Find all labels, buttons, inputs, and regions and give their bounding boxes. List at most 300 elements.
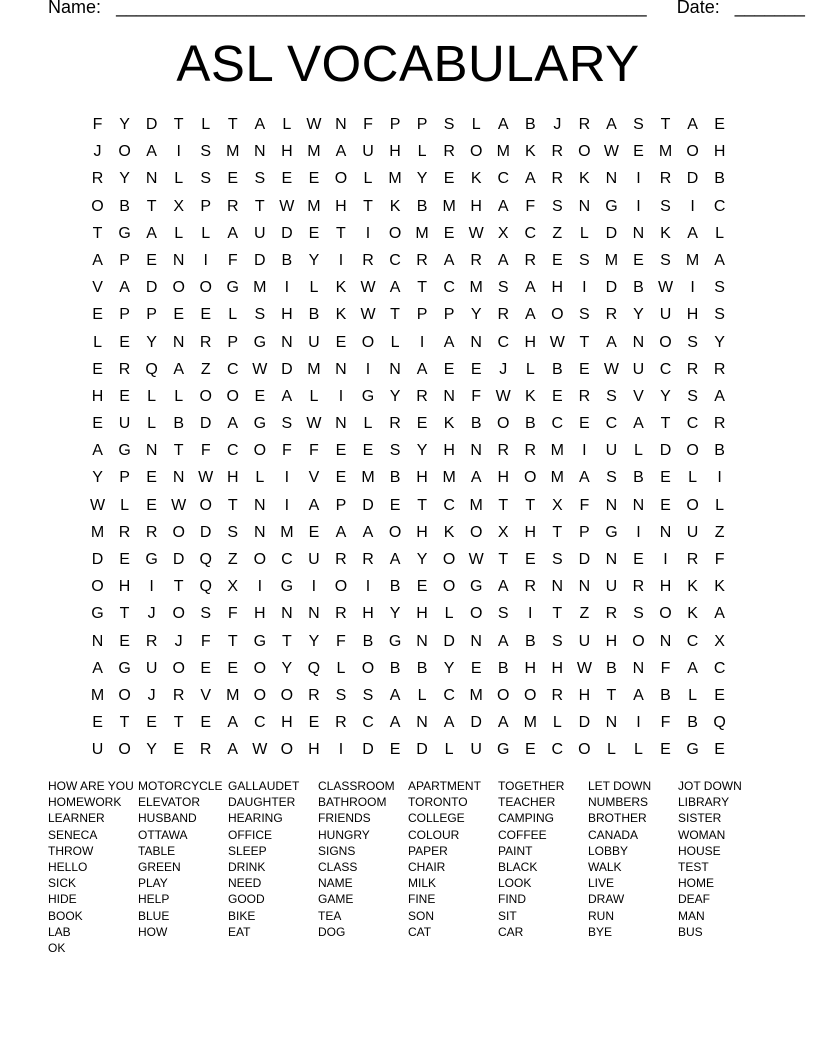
grid-letter: Y bbox=[714, 333, 725, 351]
grid-letter: O bbox=[388, 224, 402, 242]
grid-letter: A bbox=[633, 686, 644, 704]
grid-letter: R bbox=[172, 686, 185, 704]
grid-letter: E bbox=[308, 224, 320, 242]
grid-letter: Y bbox=[416, 442, 428, 460]
grid-letter: A bbox=[687, 659, 698, 677]
grid-letter: I bbox=[338, 387, 344, 405]
grid-letter: L bbox=[390, 333, 400, 351]
grid-letter: O bbox=[334, 578, 348, 596]
grid-letter: B bbox=[497, 659, 509, 677]
grid-letter: R bbox=[362, 251, 374, 269]
grid-letter: N bbox=[172, 251, 185, 269]
grid-letter: R bbox=[118, 523, 131, 541]
grid-letter: T bbox=[281, 632, 292, 650]
grid-letter: A bbox=[470, 469, 482, 487]
grid-letter: C bbox=[497, 333, 509, 351]
grid-letter: W bbox=[549, 333, 565, 351]
grid-letter: U bbox=[362, 143, 374, 161]
word-list-item: SENECA bbox=[48, 827, 98, 842]
grid-letter: K bbox=[470, 170, 482, 188]
grid-letter: Y bbox=[146, 333, 157, 351]
word-list-item: OTTAWA bbox=[138, 827, 188, 842]
grid-letter: N bbox=[578, 578, 591, 596]
grid-letter: E bbox=[146, 251, 157, 269]
grid-letter: M bbox=[307, 197, 321, 215]
grid-letter: N bbox=[254, 523, 266, 541]
grid-letter: E bbox=[660, 496, 671, 514]
grid-letter: L bbox=[147, 415, 157, 433]
grid-letter: T bbox=[227, 116, 238, 133]
grid-letter: C bbox=[443, 686, 455, 704]
grid-letter: B bbox=[524, 116, 536, 133]
grid-letter: H bbox=[416, 605, 428, 623]
grid-letter: R bbox=[91, 170, 104, 188]
grid-letter: R bbox=[362, 551, 374, 568]
grid-letter: D bbox=[416, 741, 428, 759]
grid-letter: W bbox=[198, 469, 214, 487]
word-list bbox=[48, 778, 768, 956]
grid-letter: M bbox=[90, 686, 105, 704]
word-list-item: CANADA bbox=[588, 827, 639, 842]
grid-letter: E bbox=[227, 659, 239, 677]
grid-letter: Q bbox=[307, 659, 321, 677]
word-list-item: NEED bbox=[228, 876, 262, 891]
grid-letter: H bbox=[308, 741, 320, 759]
grid-letter: H bbox=[605, 632, 618, 650]
grid-letter: K bbox=[524, 143, 536, 161]
grid-letter: L bbox=[228, 306, 238, 324]
grid-letter: F bbox=[660, 714, 671, 732]
grid-letter: O bbox=[361, 333, 375, 351]
grid-letter: N bbox=[145, 442, 158, 460]
grid-letter: S bbox=[281, 415, 293, 433]
grid-letter: M bbox=[685, 251, 700, 269]
grid-letter: M bbox=[550, 469, 564, 487]
grid-letter: P bbox=[119, 306, 130, 324]
grid-letter: M bbox=[226, 686, 240, 704]
grid-letter: F bbox=[309, 442, 319, 460]
grid-letter: H bbox=[497, 469, 509, 487]
grid-letter: O bbox=[253, 551, 267, 568]
grid-letter: F bbox=[714, 551, 725, 568]
grid-letter: V bbox=[92, 279, 103, 297]
grid-letter: A bbox=[92, 251, 103, 269]
grid-letter: M bbox=[469, 496, 483, 514]
grid-letter: P bbox=[146, 306, 157, 324]
grid-letter: E bbox=[92, 360, 103, 378]
grid-letter: D bbox=[686, 170, 699, 188]
word-list-item: HUNGRY bbox=[318, 827, 370, 842]
grid-letter: B bbox=[470, 415, 482, 433]
grid-letter: N bbox=[145, 170, 158, 188]
word-list-item: TORONTO bbox=[408, 795, 468, 810]
grid-letter: U bbox=[605, 578, 618, 596]
grid-letter: D bbox=[91, 551, 104, 568]
grid-letter: J bbox=[147, 686, 156, 704]
grid-letter: W bbox=[603, 143, 619, 161]
word-list-item: FRIENDS bbox=[318, 811, 371, 826]
word-list-item: RUN bbox=[588, 908, 614, 923]
grid-letter: C bbox=[686, 415, 699, 433]
grid-letter: W bbox=[603, 360, 619, 378]
grid-letter: T bbox=[498, 551, 509, 568]
grid-letter: R bbox=[335, 551, 347, 568]
grid-letter: G bbox=[497, 741, 510, 759]
grid-letter: S bbox=[362, 686, 374, 704]
grid-letter: A bbox=[227, 741, 239, 759]
grid-letter: R bbox=[713, 360, 726, 378]
grid-letter: P bbox=[119, 469, 130, 487]
word-list-item: CAMPING bbox=[498, 811, 555, 826]
grid-letter: W bbox=[576, 659, 592, 677]
grid-letter: L bbox=[201, 224, 211, 242]
grid-letter: R bbox=[659, 170, 672, 188]
grid-letter: F bbox=[200, 632, 211, 650]
grid-letter: U bbox=[308, 333, 320, 351]
grid-letter: U bbox=[686, 523, 699, 541]
grid-letter: O bbox=[686, 143, 699, 161]
word-list-item: TEST bbox=[678, 859, 709, 874]
grid-letter: U bbox=[91, 741, 104, 759]
grid-letter: O bbox=[280, 741, 294, 759]
grid-letter: Z bbox=[714, 523, 725, 541]
name-label: Name: bbox=[48, 0, 102, 17]
word-list-item: BIKE bbox=[228, 908, 256, 923]
grid-letter: Y bbox=[443, 659, 455, 677]
grid-letter: L bbox=[471, 116, 481, 133]
word-list-item: MILK bbox=[408, 876, 437, 891]
grid-letter: C bbox=[443, 496, 455, 514]
grid-letter: O bbox=[497, 686, 510, 704]
word-list-item: GALLAUDET bbox=[228, 779, 300, 793]
grid-letter: H bbox=[416, 523, 428, 541]
grid-letter: O bbox=[253, 442, 267, 460]
grid-letter: N bbox=[578, 197, 591, 215]
grid-letter: M bbox=[442, 469, 456, 487]
grid-letter: F bbox=[525, 197, 536, 215]
grid-letter: F bbox=[227, 251, 238, 269]
word-list-item: TOGETHER bbox=[498, 779, 565, 793]
grid-letter: T bbox=[390, 306, 400, 324]
grid-letter: E bbox=[119, 551, 130, 568]
grid-letter: R bbox=[551, 170, 564, 188]
grid-letter: L bbox=[363, 170, 373, 188]
grid-letter: H bbox=[389, 143, 401, 161]
grid-letter: I bbox=[365, 224, 371, 242]
grid-letter: H bbox=[524, 523, 537, 541]
grid-letter: K bbox=[660, 224, 671, 242]
grid-letter: J bbox=[499, 360, 508, 378]
grid-letter: F bbox=[363, 116, 373, 133]
grid-letter: U bbox=[578, 632, 591, 650]
grid-letter: O bbox=[524, 469, 537, 487]
word-list-item: COLOUR bbox=[408, 827, 460, 842]
grid-letter: E bbox=[524, 551, 536, 568]
word-list-item: OK bbox=[48, 940, 66, 955]
grid-letter: A bbox=[227, 415, 239, 433]
word-list-item: HIDE bbox=[48, 892, 77, 907]
grid-letter: T bbox=[363, 197, 373, 215]
grid-letter: B bbox=[308, 306, 320, 324]
grid-letter: L bbox=[688, 469, 697, 487]
grid-letter: T bbox=[173, 116, 184, 133]
grid-letter: H bbox=[118, 578, 131, 596]
grid-letter: U bbox=[659, 306, 672, 324]
word-list-item: PAPER bbox=[408, 843, 448, 858]
grid-letter: I bbox=[338, 741, 344, 759]
word-list-item: SLEEP bbox=[228, 843, 267, 858]
grid-letter: A bbox=[146, 143, 157, 161]
grid-letter: N bbox=[605, 496, 618, 514]
grid-letter: D bbox=[605, 224, 618, 242]
grid-letter: O bbox=[334, 170, 348, 188]
grid-letter: E bbox=[200, 306, 212, 324]
grid-letter: H bbox=[281, 714, 293, 732]
grid-letter: M bbox=[307, 143, 321, 161]
grid-letter: U bbox=[145, 659, 158, 677]
grid-letter: D bbox=[443, 632, 455, 650]
name-blank-line: _____________________________________________________ bbox=[116, 0, 647, 17]
grid-letter: O bbox=[172, 523, 185, 541]
grid-letter: D bbox=[659, 442, 672, 460]
grid-row bbox=[84, 332, 733, 359]
grid-letter: A bbox=[146, 224, 157, 242]
grid-letter: R bbox=[443, 143, 455, 161]
grid-letter: H bbox=[362, 605, 374, 623]
grid-letter: V bbox=[633, 387, 644, 405]
grid-letter: A bbox=[443, 251, 455, 269]
grid-letter: E bbox=[633, 551, 644, 568]
grid-letter: S bbox=[687, 387, 698, 405]
grid-letter: B bbox=[551, 360, 563, 378]
grid-letter: O bbox=[686, 496, 699, 514]
grid-letter: E bbox=[92, 306, 103, 324]
grid-letter: E bbox=[308, 523, 320, 541]
grid-letter: N bbox=[443, 387, 455, 405]
grid-letter: R bbox=[713, 415, 726, 433]
word-list-item: SON bbox=[408, 908, 435, 923]
grid-letter: L bbox=[634, 741, 643, 759]
grid-letter: R bbox=[578, 116, 591, 133]
grid-letter: A bbox=[714, 251, 725, 269]
grid-letter: L bbox=[579, 224, 589, 242]
grid-letter: H bbox=[443, 442, 455, 460]
grid-letter: B bbox=[389, 578, 401, 596]
grid-letter: T bbox=[552, 605, 563, 623]
grid-letter: T bbox=[227, 496, 238, 514]
grid-letter: D bbox=[281, 224, 293, 242]
word-list-item: GAME bbox=[318, 892, 354, 907]
grid-letter: M bbox=[307, 360, 321, 378]
grid-letter: O bbox=[578, 741, 591, 759]
grid-letter: F bbox=[200, 442, 211, 460]
grid-letter: L bbox=[444, 741, 454, 759]
grid-letter: A bbox=[714, 387, 725, 405]
grid-letter: E bbox=[335, 469, 347, 487]
grid-letter: E bbox=[714, 741, 725, 759]
grid-letter: D bbox=[578, 551, 591, 568]
grid-letter: O bbox=[118, 143, 131, 161]
grid-letter: N bbox=[335, 415, 347, 433]
grid-letter: G bbox=[253, 632, 267, 650]
grid-letter: F bbox=[579, 496, 590, 514]
grid-letter: D bbox=[172, 551, 185, 568]
grid-letter: Q bbox=[145, 360, 158, 378]
grid-letter: N bbox=[91, 632, 104, 650]
grid-letter: L bbox=[525, 360, 535, 378]
grid-letter: L bbox=[93, 333, 102, 351]
grid-letter: B bbox=[687, 714, 698, 732]
grid-letter: E bbox=[551, 387, 563, 405]
grid-letter: G bbox=[118, 442, 131, 460]
grid-letter: N bbox=[308, 605, 320, 623]
grid-letter: N bbox=[632, 224, 645, 242]
grid-letter: R bbox=[335, 605, 347, 623]
grid-letter: T bbox=[146, 197, 157, 215]
word-list-item: LAB bbox=[48, 924, 71, 939]
date-label: Date: bbox=[676, 0, 720, 17]
grid-letter: L bbox=[174, 170, 184, 188]
grid-letter: I bbox=[582, 279, 587, 297]
grid-letter: E bbox=[119, 387, 130, 405]
grid-letter: B bbox=[119, 197, 130, 215]
grid-letter: C bbox=[551, 741, 564, 759]
word-list-item: BYE bbox=[588, 924, 613, 939]
grid-letter: S bbox=[606, 469, 617, 487]
grid-row bbox=[84, 196, 733, 223]
grid-letter: N bbox=[632, 659, 645, 677]
grid-letter: B bbox=[416, 659, 428, 677]
grid-letter: G bbox=[253, 415, 267, 433]
grid-letter: O bbox=[91, 578, 104, 596]
grid-letter: L bbox=[309, 279, 319, 297]
grid-letter: D bbox=[281, 360, 293, 378]
grid-letter: I bbox=[311, 578, 317, 596]
grid-letter: O bbox=[469, 143, 483, 161]
grid-letter: H bbox=[551, 659, 564, 677]
grid-letter: P bbox=[119, 251, 130, 269]
grid-letter: M bbox=[550, 442, 564, 460]
grid-letter: A bbox=[497, 251, 509, 269]
grid-letter: O bbox=[361, 659, 375, 677]
grid-letter: O bbox=[497, 415, 510, 433]
grid-letter: A bbox=[389, 714, 401, 732]
grid-row bbox=[84, 440, 733, 467]
grid-letter: O bbox=[551, 306, 564, 324]
grid-row bbox=[84, 467, 733, 494]
word-list-item: WOMAN bbox=[678, 827, 726, 842]
grid-letter: C bbox=[443, 279, 455, 297]
grid-letter: S bbox=[200, 170, 212, 188]
word-list-item: BLACK bbox=[498, 859, 538, 874]
word-list-item: EAT bbox=[228, 924, 251, 939]
word-list-item: WALK bbox=[588, 859, 622, 874]
grid-letter: H bbox=[254, 605, 266, 623]
grid-letter: X bbox=[227, 578, 239, 596]
grid-letter: H bbox=[659, 578, 672, 596]
grid-letter: N bbox=[254, 496, 266, 514]
grid-letter: L bbox=[282, 116, 292, 133]
grid-row bbox=[84, 495, 733, 522]
grid-letter: Z bbox=[200, 360, 211, 378]
grid-letter: A bbox=[173, 360, 184, 378]
grid-letter: E bbox=[308, 714, 320, 732]
word-list-item: ELEVATOR bbox=[138, 795, 201, 810]
grid-letter: H bbox=[686, 306, 699, 324]
grid-letter: B bbox=[524, 632, 536, 650]
grid-letter: P bbox=[579, 523, 590, 541]
grid-letter: Y bbox=[281, 659, 293, 677]
grid-letter: O bbox=[91, 197, 104, 215]
page-title: ASL VOCABULARY bbox=[176, 35, 640, 92]
grid-letter: H bbox=[226, 469, 239, 487]
grid-letter: T bbox=[227, 632, 238, 650]
grid-letter: A bbox=[119, 279, 130, 297]
grid-letter: L bbox=[417, 143, 427, 161]
word-list-item: HOUSE bbox=[678, 843, 721, 858]
grid-letter: B bbox=[633, 279, 644, 297]
grid-letter: C bbox=[605, 415, 618, 433]
grid-letter: M bbox=[226, 143, 240, 161]
grid-letter: C bbox=[713, 197, 726, 215]
word-list-item: GOOD bbox=[228, 892, 265, 907]
grid-letter: T bbox=[417, 279, 427, 297]
grid-letter: C bbox=[254, 714, 266, 732]
grid-letter: R bbox=[145, 632, 158, 650]
grid-letter: E bbox=[173, 741, 184, 759]
grid-letter: P bbox=[200, 197, 212, 215]
grid-letter: L bbox=[715, 496, 725, 514]
grid-letter: O bbox=[253, 659, 267, 677]
grid-letter: H bbox=[470, 197, 482, 215]
grid-letter: R bbox=[524, 251, 537, 269]
grid-letter: N bbox=[605, 714, 618, 732]
grid-letter: A bbox=[606, 116, 617, 133]
grid-letter: C bbox=[281, 551, 293, 568]
grid-letter: N bbox=[659, 632, 672, 650]
grid-letter: N bbox=[659, 523, 672, 541]
grid-letter: A bbox=[497, 714, 509, 732]
grid-letter: O bbox=[388, 523, 402, 541]
grid-letter: L bbox=[120, 496, 130, 514]
grid-letter: I bbox=[284, 469, 290, 487]
grid-letter: T bbox=[92, 224, 103, 242]
grid-letter: N bbox=[335, 360, 347, 378]
grid-letter: K bbox=[443, 415, 455, 433]
grid-letter: J bbox=[93, 143, 102, 161]
grid-letter: C bbox=[524, 224, 537, 242]
grid-letter: A bbox=[579, 469, 590, 487]
grid-row bbox=[84, 413, 733, 440]
grid-letter: N bbox=[335, 116, 347, 133]
grid-letter: A bbox=[227, 224, 239, 242]
grid-letter: T bbox=[336, 224, 346, 242]
grid-letter: T bbox=[173, 578, 184, 596]
grid-letter: H bbox=[578, 686, 591, 704]
grid-letter: I bbox=[636, 170, 641, 188]
grid-letter: J bbox=[174, 632, 183, 650]
word-list-item: HOW bbox=[138, 924, 168, 939]
grid-letter: W bbox=[252, 741, 268, 759]
grid-letter: I bbox=[690, 279, 695, 297]
grid-letter: F bbox=[92, 116, 103, 133]
grid-letter: M bbox=[658, 143, 673, 161]
grid-letter: W bbox=[279, 197, 295, 215]
word-list-item: TEA bbox=[318, 908, 342, 923]
grid-letter: R bbox=[308, 686, 320, 704]
grid-letter: W bbox=[306, 116, 322, 133]
word-list-item: FINE bbox=[408, 892, 436, 907]
